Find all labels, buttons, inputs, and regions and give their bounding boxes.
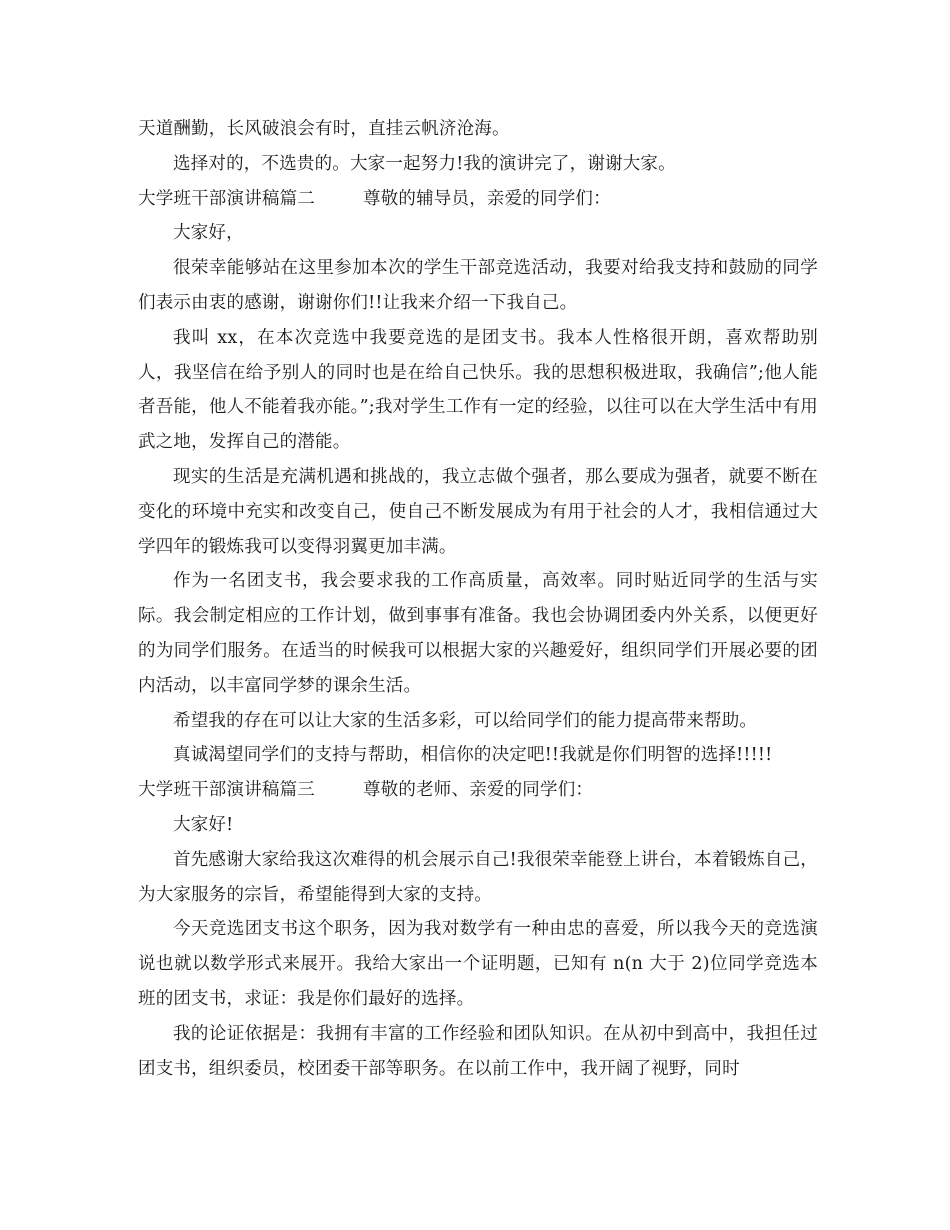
salutation: 尊敬的老师、亲爱的同学们：	[363, 780, 594, 801]
paragraph: 大家好!	[173, 814, 234, 835]
paragraph: 选择对的，不选贵的。大家一起努力!我的演讲完了，谢谢大家。	[173, 153, 676, 174]
section-title: 大学班干部演讲稿篇三	[138, 780, 315, 801]
paragraph: 天道酬勤，长风破浪会有时，直挂云帆济沧海。	[138, 119, 510, 139]
document-body	[138, 112, 818, 1086]
paragraph: 我的论证依据是：我拥有丰富的工作经验和团队知识。在从初中到高中，我担任过团支书，组织委员，校团委干部等职务。在以前工作中，我开阔了视野，同时	[138, 1023, 818, 1079]
paragraph: 真诚渴望同学们的支持与帮助，相信你的决定吧!!我就是你们明智的选择!!!!!	[173, 745, 773, 766]
paragraph: 现实的生活是充满机遇和挑战的，我立志做个强者，那么要成为强者，就要不断在变化的环境中充实和改变自己，使自己不断发展成为有用于社会的人才，我相信通过大学四年的锻炼我可以变得羽翼更加丰满。	[138, 466, 818, 557]
paragraph: 今天竞选团支书这个职务，因为我对数学有一种由忠的喜爱，所以我今天的竞选演说也就以数学形式来展开。我给大家出一个证明题，已知有 n(n 大于 2)位同学竞选本班的团支书，求证：我是你们最好的选择。	[138, 919, 818, 1009]
paragraph: 希望我的存在可以让大家的生活多彩，可以给同学们的能力提高带来帮助。	[173, 710, 758, 731]
paragraph: 我叫 xx，在本次竞选中我要竞选的是团支书。我本人性格很开朗，喜欢帮助别人，我坚信在给予别人的同时也是在给自己快乐。我的思想积极进取，我确信”;他人能者吾能，他人不能着我亦能。”;我对学生工作有一定的经验，以往可以在大学生活中有用武之地，发挥自己的潜能。	[138, 327, 818, 453]
salutation: 尊敬的辅导员，亲爱的同学们：	[363, 188, 611, 209]
paragraph: 作为一名团支书，我会要求我的工作高质量，高效率。同时贴近同学的生活与实际。我会制定相应的工作计划，做到事事有准备。我也会协调团委内外关系，以便更好的为同学们服务。在适当的时候我可以根据大家的兴趣爱好，组织同学们开展必要的团内活动，以丰富同学梦的课余生活。	[138, 571, 818, 696]
section-heading	[138, 773, 818, 808]
paragraph: 很荣幸能够站在这里参加本次的学生干部竞选活动，我要对给我支持和鼓励的同学们表示由衷的感谢，谢谢你们!!让我来介绍一下我自己。	[138, 258, 818, 313]
section-heading	[138, 182, 818, 217]
section-title: 大学班干部演讲稿篇二	[138, 188, 315, 209]
paragraph: 大家好，	[173, 223, 244, 244]
paragraph: 首先感谢大家给我这次难得的机会展示自己!我很荣幸能登上讲台，本着锻炼自己，为大家服务的宗旨，希望能得到大家的支持。	[138, 849, 818, 905]
